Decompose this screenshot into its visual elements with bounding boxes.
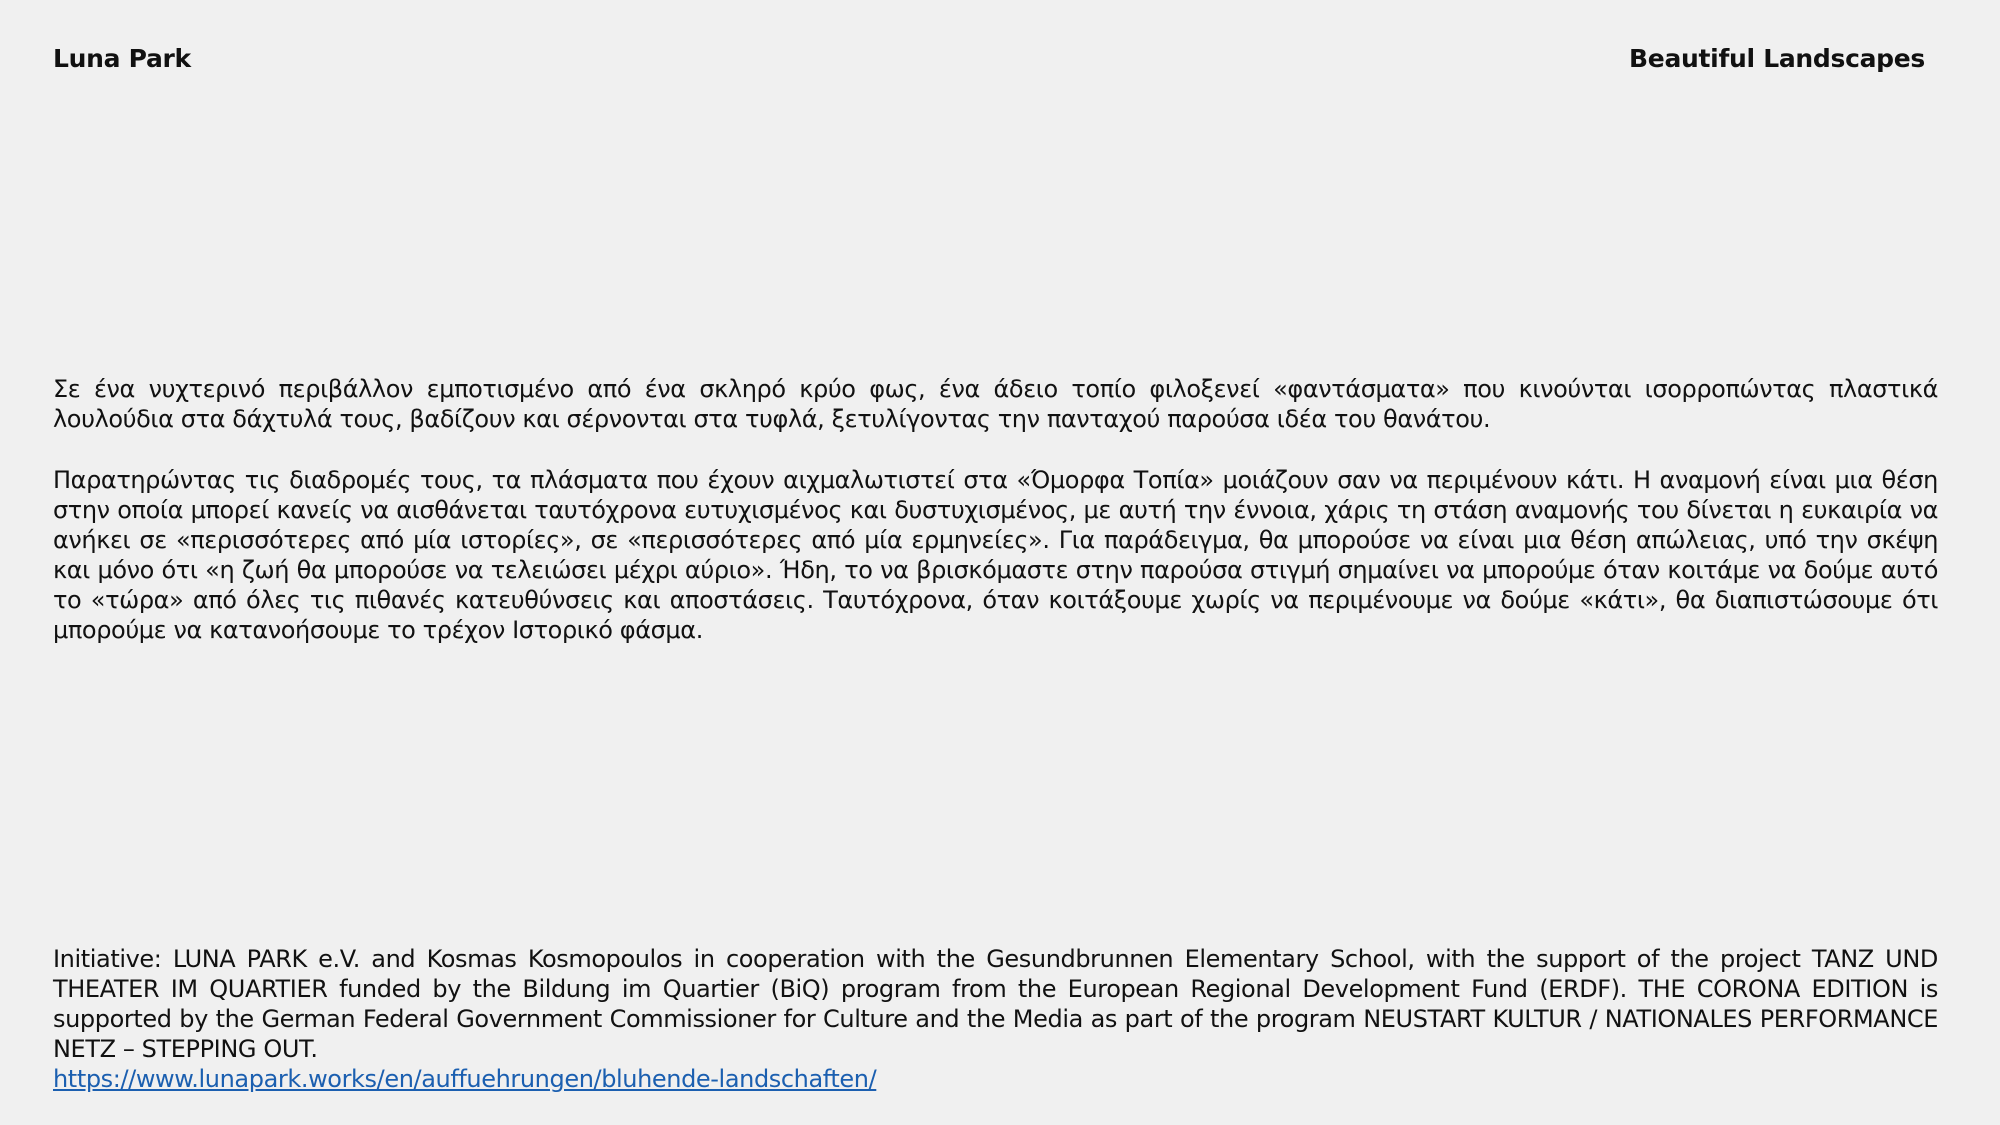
description-paragraph-1: Σε ένα νυχτερινό περιβάλλον εμποτισμένο από ένα σκληρό κρύο φως, ένα άδειο τοπίο φιλοξενεί «φαντάσματα» που κινούνται ισορροπώντας πλαστικά λουλούδια στα δάχτυλά τους, βαδίζουν και σέρνονται στα τυφλά, ξετυλίγοντας την πανταχού παρούσα ιδέα του θανάτου. xyxy=(53,375,1938,433)
page-title: Beautiful Landscapes xyxy=(1629,44,1925,73)
project-link[interactable]: https://www.lunapark.works/en/auffuehrungen/bluhende-landschaften/ xyxy=(53,1065,877,1093)
credits-paragraph: Initiative: LUNA PARK e.V. and Kosmas Kosmopoulos in cooperation with the Gesundbrunnen Elementary School, with the support of the project TANZ UND THEATER IM QUARTIER funded by the Bildung im Quartier (BiQ) program from the European Regional Development Fund (ERDF). THE CORONA EDITION is supported by the German Federal Government Commissioner for Culture and the Media as part of the program NEUSTART KULTUR / NATIONALES PERFORMANCE NETZ – STEPPING OUT. xyxy=(53,945,1938,1063)
description-paragraph-2: Παρατηρώντας τις διαδρομές τους, τα πλάσματα που έχουν αιχμαλωτιστεί στα «Όμορφα Τοπία» μοιάζουν σαν να περιμένουν κάτι. Η αναμονή είναι μια θέση στην οποία μπορεί κανείς να αισθάνεται ταυτόχρονα ευτυχισμένος και δυστυχισμένος, με αυτή την έννοια, χάρις τη στάση αναμονής του δίνεται η ευκαιρία να ανήκει σε «περισσότερες από μία ιστορίες», σε «περισσότερες από μία ερμηνείες». Για παράδειγμα, θα μπορούσε να είναι μια θέση απώλειας, υπό την σκέψη και μόνο ότι «η ζωή θα μπορούσε να τελειώσει μέχρι αύριο». Ήδη, το να βρισκόμαστε στην παρούσα στιγμή σημαίνει να μπορούμε όταν κοιτάμε να δούμε αυτό το «τώρα» από όλες τις πιθανές κατευθύνσεις και αποστάσεις. Ταυτόχρονα, όταν κοιτάξουμε χωρίς να περιμένουμε να δούμε «κάτι», θα διαπιστώσουμε ότι μπορούμε να κατανοήσουμε το τρέχον Ιστορικό φάσμα. xyxy=(53,466,1938,644)
site-name: Luna Park xyxy=(53,44,191,73)
